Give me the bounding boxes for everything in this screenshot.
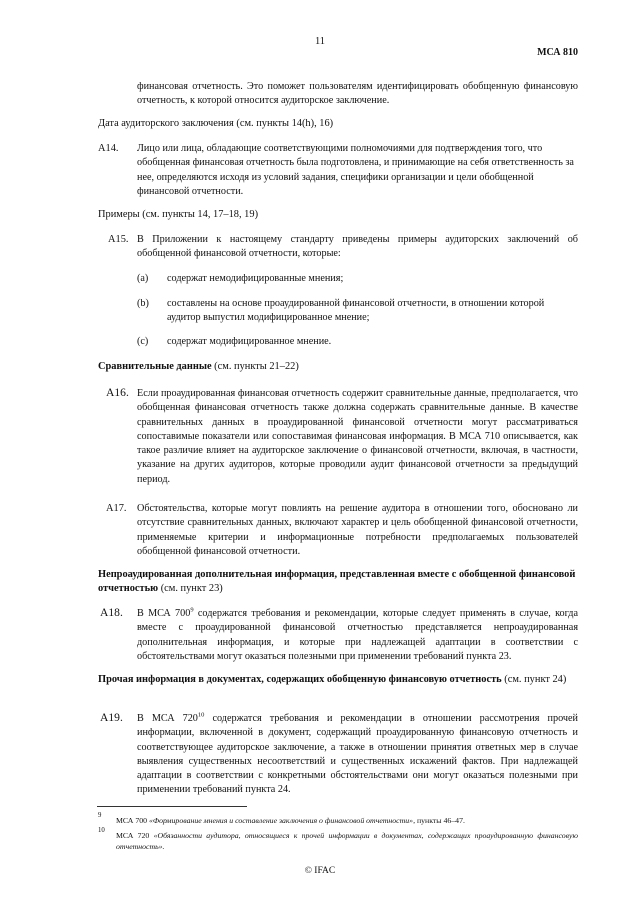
footnote-10: МСА 720 «Обязанности аудитора, относящиеся к прочей информации в документах, содержащих проаудированную финансовую отчетность».: [116, 831, 578, 851]
page-number: 11: [314, 36, 326, 47]
page-footer: © IFAC: [304, 866, 336, 876]
section-ref: (см. пункты 14, 17–18, 19): [142, 209, 259, 220]
list-item-text: составлены на основе проаудированной финансовой отчетности, в отношении которой аудитор выпустил модифицированное мнение;: [167, 298, 545, 324]
list-item-label: (b): [137, 298, 149, 309]
footnote-number: 9: [98, 812, 102, 819]
paragraph-a15: В Приложении к настоящему стандарту приведены примеры аудиторских заключений об обобщенной финансовой отчетности, которые:: [137, 234, 578, 260]
paragraph-label-a19: A19.: [100, 711, 123, 724]
section-title: Дата аудиторского заключения: [98, 118, 234, 129]
paragraph-label-a17: A17.: [106, 503, 127, 514]
section-ref: (см. пункты 14(h), 16): [236, 118, 334, 129]
section-heading-examples: [98, 208, 578, 222]
paragraph-label-a16: A16.: [106, 386, 129, 399]
section-heading-comparative: [98, 360, 578, 374]
paragraph-label-a15: A15.: [108, 234, 129, 245]
list-item-text: содержат модифицированное мнение.: [167, 336, 332, 347]
paragraph-label-a14: A14.: [98, 143, 119, 154]
section-title: Прочая информация в документах, содержащих обобщенную финансовую отчетность: [98, 674, 502, 685]
intro-paragraph: финансовая отчетность. Это поможет пользователям идентифицировать обобщенную финансовую отчетность, к которой относится аудиторское заключение.: [137, 81, 578, 107]
section-ref: (см. пункты 21–22): [214, 361, 299, 372]
paragraph-a18: В МСА $700^9$ содержатся требования и рекомендации, которые следует применять в случае, когда вместе с проаудированной финансовой отчетностью представляется непроаудированная дополнительная информация, и которые при надлежащей адаптации в соответствии с обстоятельствами могут оказаться полезными при применении требований пункта 23.: [137, 606, 578, 662]
list-item-label: (a): [137, 273, 149, 284]
paragraph-a19: В МСА $720^{10}$ содержатся требования и рекомендации в отношении рассмотрения прочей информации, включенной в документ, содержащий проаудированную финансовую отчетность и соответствующее аудиторское заключение, а также в отношении принятия ответных мер в случае выявления существенных несоответствий и существенных искажений фактов. При надлежащей адаптации в соответствии с конкретными обстоятельствами они могут оказаться полезными при применении требований пункта 24.: [137, 711, 579, 796]
section-title: Примеры: [98, 209, 140, 220]
paragraph-a14: Лицо или лица, обладающие соответствующими полномочиями для подтверждения того, что обобщенная финансовая отчетность была подготовлена, и принимающие на себя ответственность за нее, определяются исходя из условий задания, специфики организации и цели обобщенной финансовой отчетности.: [137, 143, 574, 197]
paragraph-label-a18: A18.: [100, 606, 123, 619]
footnote-separator: [97, 806, 247, 807]
section-title: Сравнительные данные: [98, 361, 212, 372]
section-ref: (см. пункт 24): [504, 674, 567, 685]
paragraph-a17: Обстоятельства, которые могут повлиять на решение аудитора в отношении того, обосновано ли отсутствие сравнительных данных, включают характер и цель обобщенной финансовой отчетности, применяемые критерии и информационные потребности предполагаемых пользователей обобщенной финансовой отчетности.: [137, 503, 578, 557]
footnote-number: 10: [98, 827, 105, 834]
document-code: МСА 810: [537, 47, 578, 58]
list-item-label: (c): [137, 336, 149, 347]
section-ref: (см. пункт 23): [160, 583, 223, 595]
footnote-9: МСА 700 «Формирование мнения и составление заключения о финансовой отчетности», пункты 46–47.: [116, 816, 465, 825]
footnote-ref[interactable]: 9: [190, 606, 194, 614]
list-item-text: содержат немодифицированные мнения;: [167, 273, 344, 284]
section-heading-unaudited: [98, 568, 578, 597]
section-heading-other-info: [98, 673, 578, 687]
footnote-ref[interactable]: 10: [197, 711, 205, 719]
paragraph-a16: Если проаудированная финансовая отчетность содержит сравнительные данные, предполагается, что обобщенная финансовая отчетность также должна содержать сравнительные данные. В качестве сравнительных данных в проаудированной финансовой отчетности могут рассматриваться сопоставимые показатели или сопоставимая финансовая информация. В МСА 710 описывается, как такое различие влияет на аудиторское заключение о финансовой отчетности, включая, в частности, указание на других аудиторов, которые проводили аудит финансовой отчетности за предыдущий период.: [137, 388, 578, 485]
section-heading-date: [98, 117, 578, 131]
section-title: Непроаудированная дополнительная информация, представленная вместе с обобщенной финансовой отчетностью: [98, 569, 576, 595]
